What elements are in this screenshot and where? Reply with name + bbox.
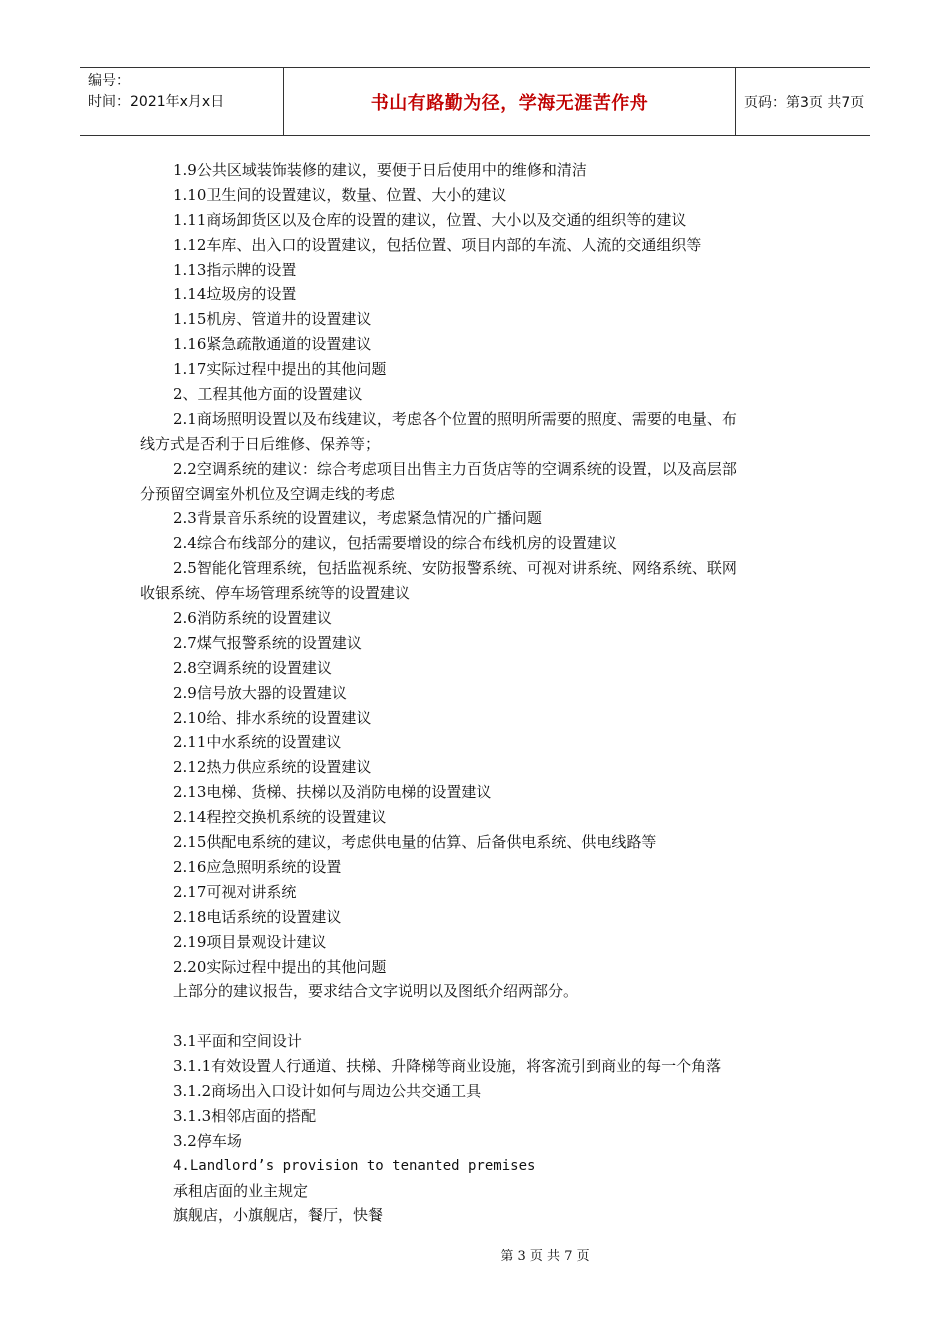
body-line: 2.5智能化管理系统，包括监视系统、安防报警系统、可视对讲系统、网络系统、联网 [173,559,737,578]
header-page-number: 页码：第3页 共7页 [744,94,865,111]
body-line: 1.13指示牌的设置 [173,260,297,279]
body-line: 2.17可视对讲系统 [173,882,297,901]
document-body [140,158,810,1228]
body-line: 2.15供配电系统的建议，考虑供电量的估算、后备供电系统、供电线路等 [173,833,657,852]
body-line: 1.14垃圾房的设置 [173,285,297,304]
body-line: 上部分的建议报告，要求结合文字说明以及图纸介绍两部分。 [173,982,579,1001]
document-time-label: 时间：2021年x月x日 [88,94,225,110]
body-line: 2、工程其他方面的设置建议 [173,385,363,404]
body-line: 2.9信号放大器的设置建议 [173,683,347,702]
body-line: 1.17实际过程中提出的其他问题 [173,360,387,379]
body-line: 1.9公共区域装饰装修的建议，要便于日后使用中的维修和清洁 [173,161,587,179]
body-line: 2.12热力供应系统的设置建议 [173,758,372,777]
body-line: 2.10给、排水系统的设置建议 [173,708,372,727]
body-line: 分预留空调室外机位及空调走线的考虑 [140,484,396,503]
body-line: 2.4综合布线部分的建议，包括需要增设的综合布线机房的设置建议 [173,534,617,553]
body-line: 2.2空调系统的建议：综合考虑项目出售主力百货店等的空调系统的设置，以及高层部 [173,459,737,478]
body-line: 3.1平面和空间设计 [173,1032,302,1051]
header-motto-cell [284,68,736,135]
body-line: 2.1商场照明设置以及布线建议，考虑各个位置的照明所需要的照度、需要的电量、布 [173,409,737,428]
body-line: 2.13电梯、货梯、扶梯以及消防电梯的设置建议 [173,783,492,802]
document-number-label: 编号： [88,73,130,89]
body-line: 2.16应急照明系统的设置 [173,857,342,876]
body-line: 2.18电话系统的设置建议 [173,907,342,926]
body-line: 2.6消防系统的设置建议 [173,609,332,628]
blank-line [140,1004,810,1029]
body-line: 1.12车库、出入口的设置建议，包括位置、项目内部的车流、人流的交通组织等 [173,235,702,254]
body-line: 线方式是否利于日后维修、保养等； [140,434,381,453]
body-line: 旗舰店，小旗舰店，餐厅，快餐 [173,1206,384,1225]
body-line: 2.19项目景观设计建议 [173,932,327,951]
body-line: 4.Landlord’s provision to tenanted premises [173,1157,536,1174]
page-footer [0,1245,950,1264]
body-line: 2.3背景音乐系统的设置建议，考虑紧急情况的广播问题 [173,509,542,528]
body-line: 1.15机房、管道井的设置建议 [173,310,372,329]
footer-page-number: 第 3 页 共 7 页 [500,1249,590,1264]
header-meta-cell [80,68,284,135]
body-line: 3.1.3相邻店面的搭配 [173,1106,317,1125]
body-line: 2.11中水系统的设置建议 [173,733,342,752]
body-line: 3.1.2商场出入口设计如何与周边公共交通工具 [173,1081,482,1100]
body-line: 承租店面的业主规定 [173,1181,309,1200]
body-line: 1.16紧急疏散通道的设置建议 [173,335,372,354]
header-page-cell [736,68,870,135]
page-header [80,67,870,136]
body-line: 收银系统、停车场管理系统等的设置建议 [140,584,411,603]
body-line: 2.20实际过程中提出的其他问题 [173,957,387,976]
body-line: 3.2停车场 [173,1131,242,1150]
body-line: 2.14程控交换机系统的设置建议 [173,808,387,827]
body-line: 1.10卫生间的设置建议，数量、位置、大小的建议 [173,185,507,204]
body-line: 3.1.1有效设置人行通道、扶梯、升降梯等商业设施，将客流引到商业的每一个角落 [173,1057,722,1076]
body-line: 2.8空调系统的设置建议 [173,658,332,677]
body-line: 1.11商场卸货区以及仓库的设置的建议，位置、大小以及交通的组织等的建议 [173,210,687,229]
body-line: 2.7煤气报警系统的设置建议 [173,633,362,652]
header-motto: 书山有路勤为径，学海无涯苦作舟 [370,92,649,114]
